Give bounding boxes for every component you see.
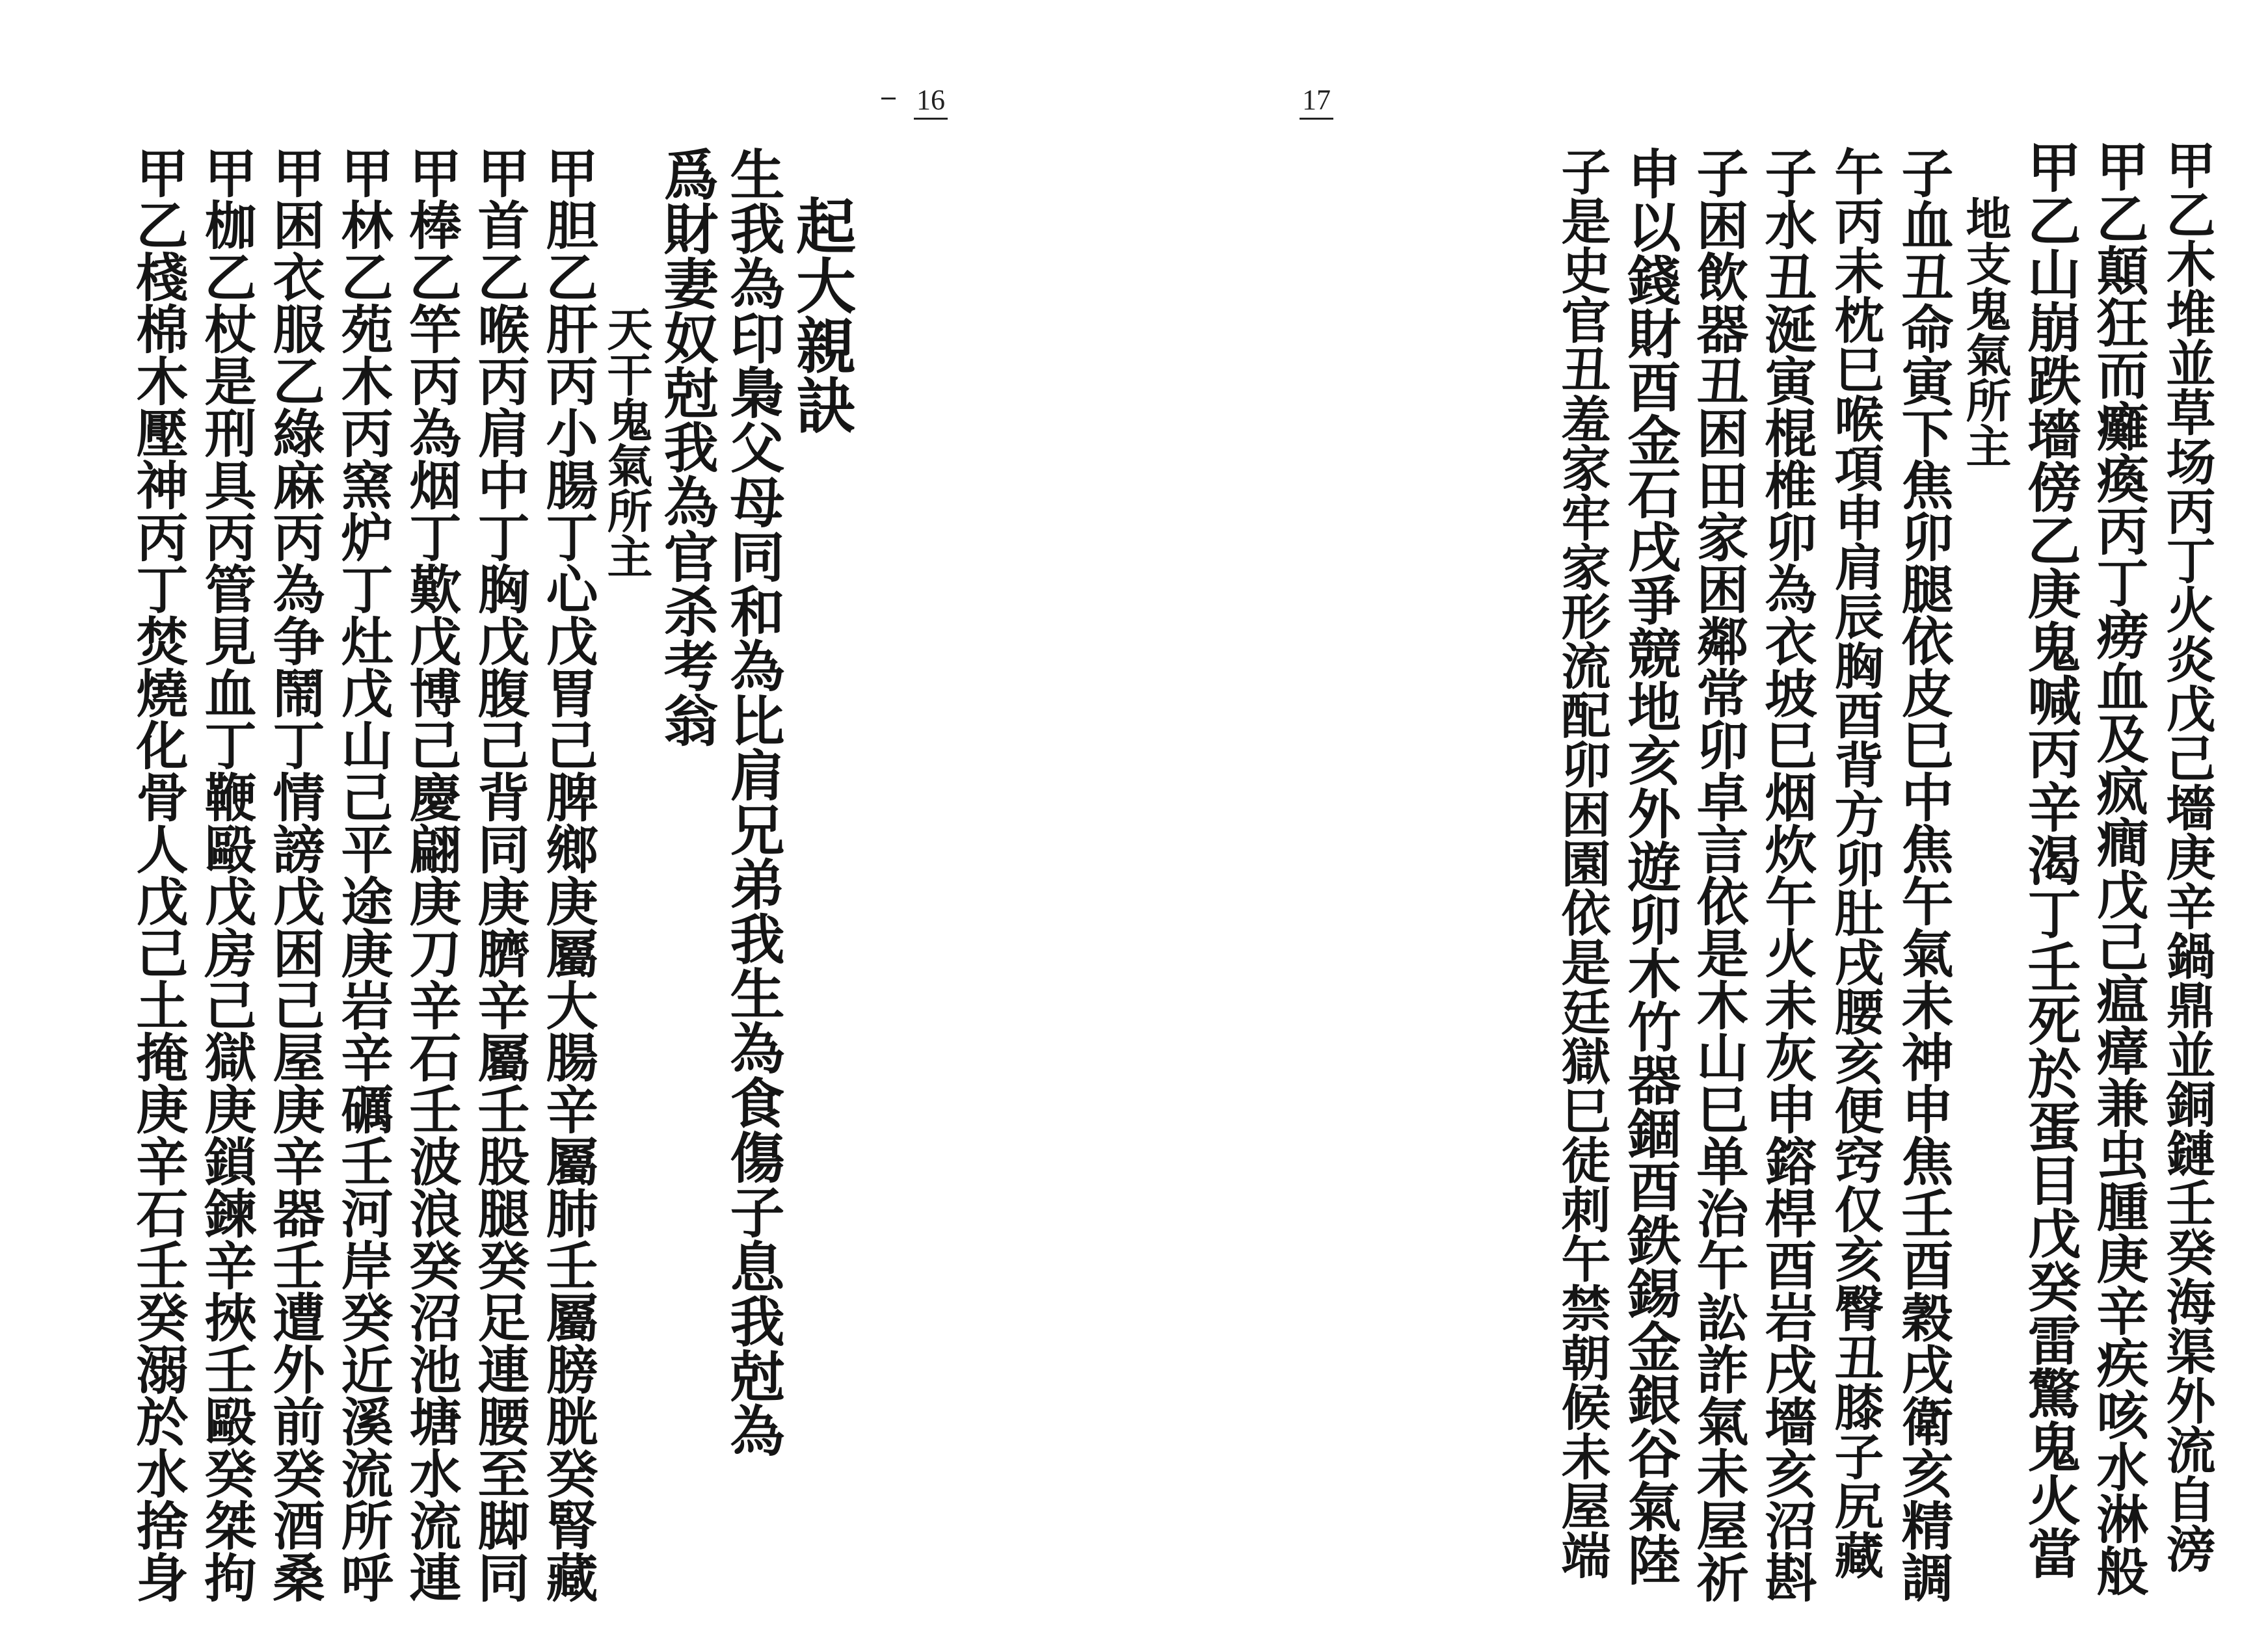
text-line: 甲枷乙杖是刑具丙管見血丁鞭毆戊房己獄庚鎖鍊辛挾壬毆癸桀拘 — [196, 146, 257, 1603]
page-number-left — [914, 83, 948, 120]
text-line: 子是史官丑羞家牢家形流配卯困園依是廷獄巳徒刺午禁朝候未屋端 — [1553, 146, 1611, 1579]
text-line: 甲首乙喉丙肩中丁胸戊腹己背同庚臍辛屬壬股腿癸足連腰至脚同 — [469, 146, 530, 1603]
text-line: 子血丑命寅下焦卯腿依皮巳中焦午氣未神申焦壬酉穀戌衛亥精調 — [1893, 146, 1954, 1603]
verse-line-1: 生我為印梟父母同和為比肩兄弟我生為食傷子息我尅為 — [721, 146, 786, 1457]
page-number-dash — [881, 98, 896, 99]
page-number-left-text: 16 — [914, 83, 948, 120]
text-line: 甲乙棧棉木壓神丙丁焚燒化骨人戊己土掩庚辛石壬癸溺於水捨身 — [127, 146, 189, 1603]
text-line: 甲困衣服乙綠麻丙為争鬧丁情謗戊困己屋庚辛器壬遭外前癸酒桑 — [264, 146, 325, 1603]
page-number-right — [1300, 83, 1333, 120]
text-line: 午丙未枕巳喉項申肩辰胸酉背方卯肚戌腰亥便窍仅亥臀丑膝子尻藏 — [1826, 146, 1884, 1579]
text-line: 甲胆乙肝丙小腸丁心戊胃己脾鄉庚屬大腸辛屬肺壬屬膀胱癸腎藏 — [537, 146, 598, 1603]
text-line: 甲乙顛狂而癱瘓丙丁痨血及疯癎戊己瘟瘴兼虫腫庚辛疾咳水淋般 — [2088, 140, 2149, 1596]
text-line: 甲乙山崩跌墻傍乙庚鬼喊丙辛渴丁壬死於蛋目戊癸雷驚鬼火當 — [2019, 140, 2081, 1579]
subheading-tiangan: 天干鬼氣所主 — [600, 306, 654, 579]
right-page — [1134, 0, 2268, 1636]
text-line: 子困飲器丑困田家困鄰常卯卓言依是木山巳单治午訟詐氣未屋祈 — [1688, 146, 1749, 1603]
heading-liuqin: 起大親訣 — [786, 195, 857, 434]
text-line: 甲棒乙竿丙為烟丁歎戊博己慶翩庚刀辛石壬波浪癸沼池塘水流連 — [401, 146, 462, 1603]
text-line: 申以錢財酉金石戌爭競地亥外遊卯木竹器錮酉鉄錫金銀谷氣陸 — [1619, 146, 1681, 1586]
text-line: 甲乙木堆並草场丙丁火炎戊己墻庚辛鍋鼎並銅鏈壬癸海渠外流自滂 — [2158, 140, 2216, 1573]
subheading-dizhi: 地支鬼氣所主 — [1958, 195, 2012, 468]
text-line: 甲林乙苑木丙窯炉丁灶戊山己平途庚岩辛礪壬河岸癸近溪流所呼 — [332, 146, 394, 1603]
text-line: 子水丑涎寅棍椎卯為衣坡巳烟炊午火未灰申鎔桿酉岩戌墻亥沼斟 — [1756, 146, 1817, 1603]
page-number-right-text: 17 — [1300, 83, 1333, 120]
verse-line-2: 爲財妻奴尅我為官杀考翁 — [655, 146, 719, 747]
